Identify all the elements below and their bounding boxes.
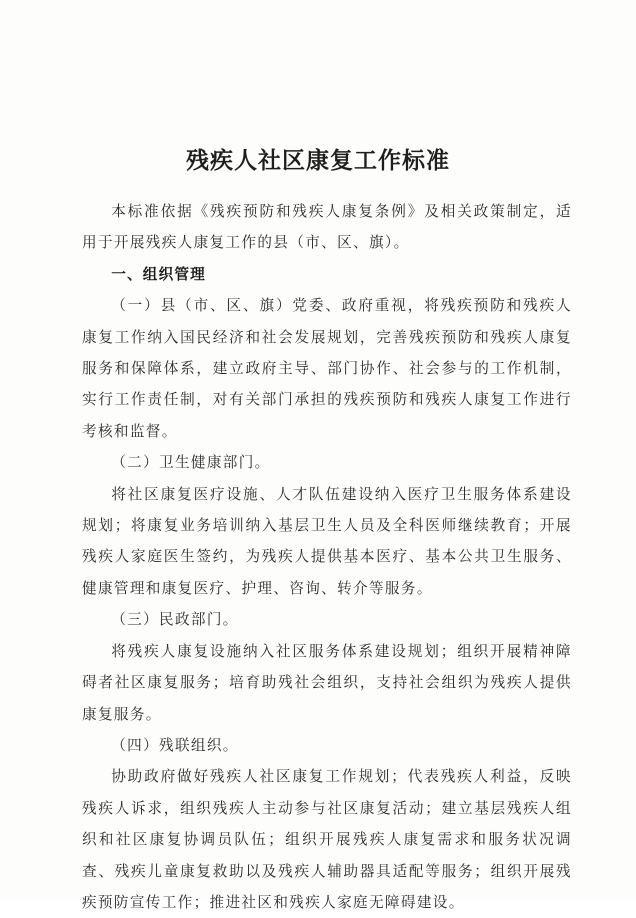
subheading-health-department: （二）卫生健康部门。 (111, 454, 271, 472)
paragraph-health-department: 将社区康复医疗设施、人才队伍建设纳入医疗卫生服务体系建设规划；将康复业务培训纳入基层卫生人员及全科医师继续教育；开展残疾人家庭医生签约，为残疾人提供基本医疗、基本公共卫生服务、健康管理和康复医疗、护理、咨询、转介等服务。 (82, 485, 572, 597)
document-title: 残疾人社区康复工作标准 (186, 147, 450, 174)
subheading-disabled-federation: （四）残联组织。 (111, 736, 239, 754)
document-body (82, 196, 572, 918)
paragraph-disabled-federation: 协助政府做好残疾人社区康复工作规划；代表残疾人利益，反映残疾人诉求，组织残疾人主动参与社区康复活动；建立基层残疾人组织和社区康复协调员队伍；组织开展残疾人康复需求和服务状况调查、残疾儿童康复救助以及残疾人辅助器具适配等服务；组织开展残疾预防宣传工作；推进社区和残疾人家庭无障碍建设。 (82, 768, 572, 911)
intro-paragraph: 本标准依据《残疾预防和残疾人康复条例》及相关政策制定，适用于开展残疾人康复工作的县（市、区、旗）。 (82, 203, 572, 252)
section-heading-organization: 一、组织管理 (111, 265, 206, 283)
subheading-civil-affairs: （三）民政部门。 (111, 611, 239, 629)
paragraph-county-government: （一）县（市、区、旗）党委、政府重视，将残疾预防和残疾人康复工作纳入国民经济和社会发展规划，完善残疾预防和残疾人康复服务和保障体系，建立政府主导、部门协作、社会参与的工作机制，实行工作责任制，对有关部门承担的残疾预防和残疾人康复工作进行考核和监督。 (82, 297, 572, 440)
paragraph-civil-affairs: 将残疾人康复设施纳入社区服务体系建设规划；组织开展精神障碍者社区康复服务；培育助残社会组织，支持社会组织为残疾人提供康复服务。 (82, 642, 572, 723)
